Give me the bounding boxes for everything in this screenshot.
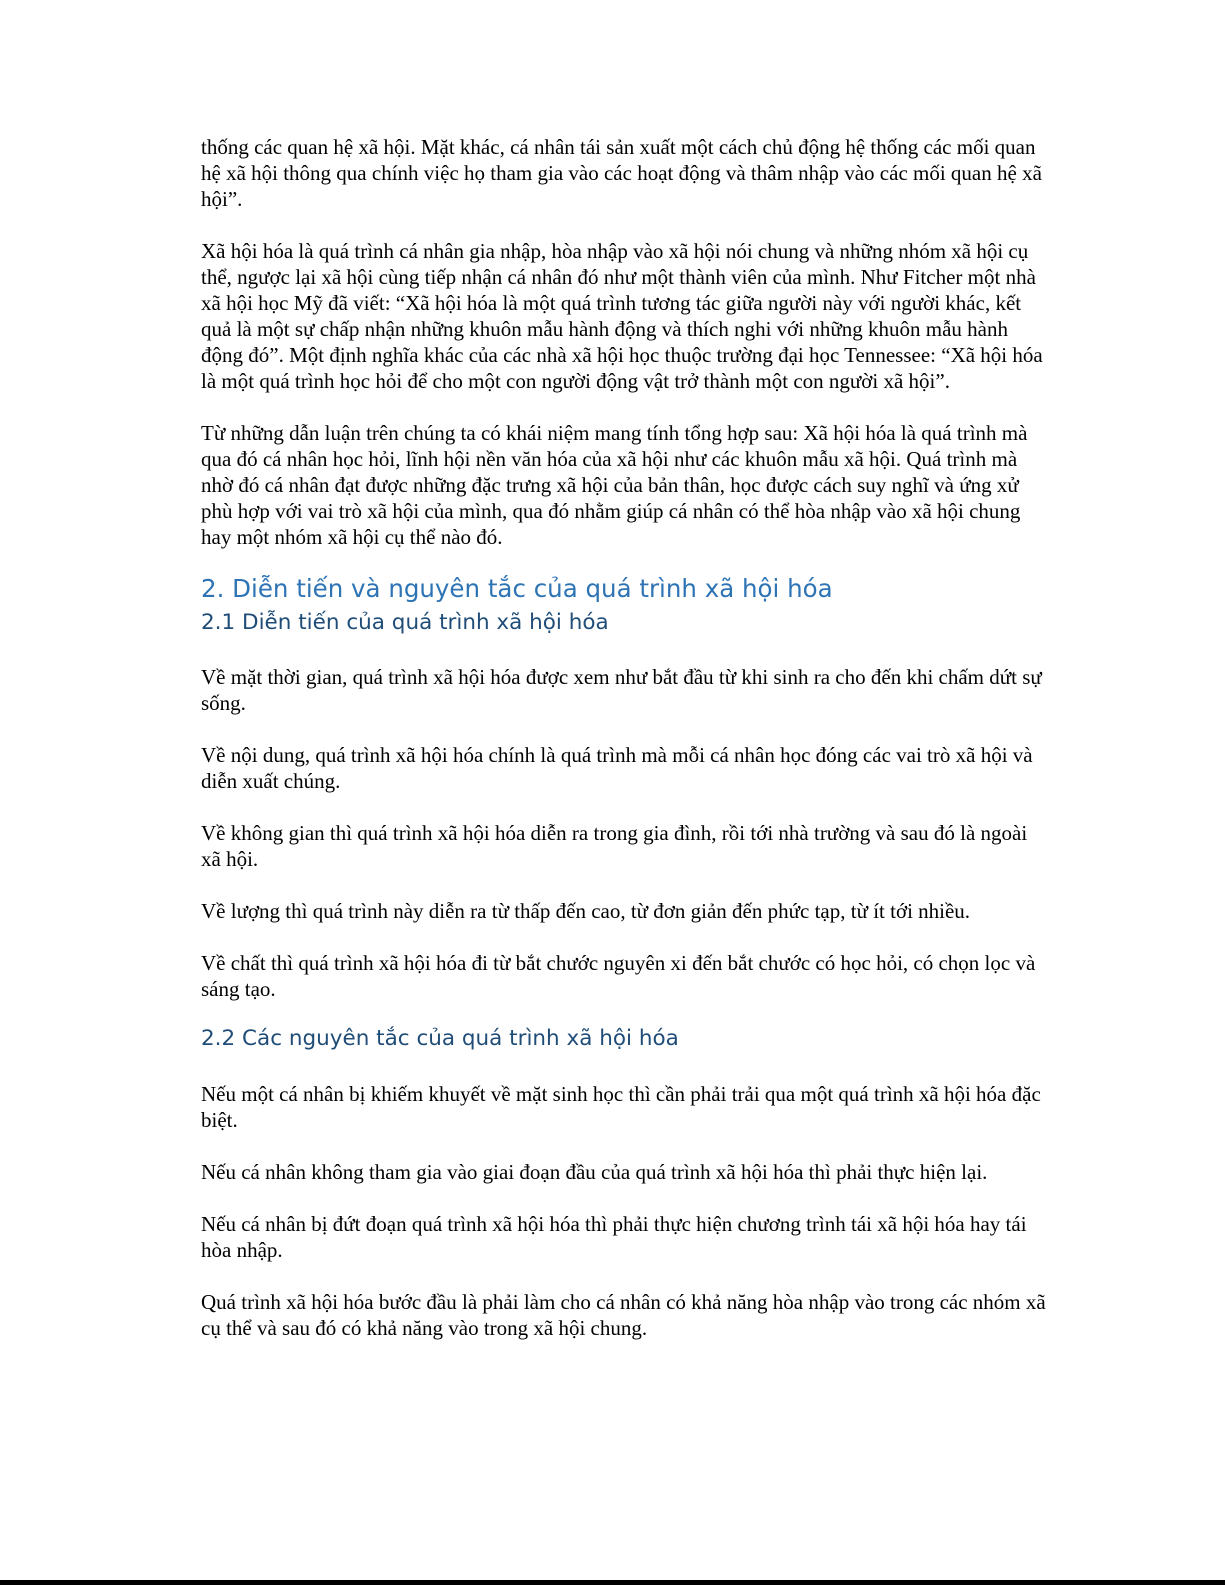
list-item: Nếu cá nhân bị đứt đoạn quá trình xã hội hóa thì phải thực hiện chương trình tái xã hội hóa hay tái hòa nhập.	[201, 1212, 1027, 1262]
section-2-2-heading: 2.2 Các nguyên tắc của quá trình xã hội hóa	[201, 1026, 679, 1051]
list-item: Về mặt thời gian, quá trình xã hội hóa được xem như bắt đầu từ khi sinh ra cho đến khi chấm dứt sự sống.	[201, 665, 1042, 715]
page-bottom-edge	[0, 1580, 1225, 1585]
list-item: Về lượng thì quá trình này diễn ra từ thấp đến cao, từ đơn giản đến phức tạp, từ ít tới nhiều.	[201, 899, 971, 923]
socialization-definition-paragraph: Xã hội hóa là quá trình cá nhân gia nhập, hòa nhập vào xã hội nói chung và những nhóm xã hội cụ thể, ngược lại xã hội cùng tiếp nhận cá nhân đó như một thành viên của mình. Như Fitcher một nhà xã hội học Mỹ đã viết: “Xã hội hóa là một quá trình tương tác giữa người này với người khác, kết quả là một sự chấp nhận những khuôn mẫu hành động và thích nghi với những khuôn mẫu hành động đó”. Một định nghĩa khác của các nhà xã hội học thuộc trường đại học Tennessee: “Xã hội hóa là một quá trình học hỏi để cho một con người động vật trở thành một con người xã hội”.	[201, 239, 1043, 393]
section-2-1-heading: 2.1 Diễn tiến của quá trình xã hội hóa	[201, 610, 609, 635]
list-item: Về không gian thì quá trình xã hội hóa diễn ra trong gia đình, rồi tới nhà trường và sau đó là ngoài xã hội.	[201, 821, 1028, 871]
list-item: Về nội dung, quá trình xã hội hóa chính là quá trình mà mỗi cá nhân học đóng các vai trò xã hội và diễn xuất chúng.	[201, 743, 1033, 793]
document-body	[201, 134, 1046, 1367]
intro-paragraph: thống các quan hệ xã hội. Mặt khác, cá nhân tái sản xuất một cách chủ động hệ thống các mối quan hệ xã hội thông qua chính việc họ tham gia vào các hoạt động và thâm nhập vào các mối quan hệ xã hội”.	[201, 135, 1042, 211]
list-item: Quá trình xã hội hóa bước đầu là phải làm cho cá nhân có khả năng hòa nhập vào trong các nhóm xã cụ thể và sau đó có khả năng vào trong xã hội chung.	[201, 1290, 1046, 1340]
socialization-concept-paragraph: Từ những dẫn luận trên chúng ta có khái niệm mang tính tổng hợp sau: Xã hội hóa là quá trình mà qua đó cá nhân học hỏi, lĩnh hội nền văn hóa của xã hội như các khuôn mẫu xã hội. Quá trình mà nhờ đó cá nhân đạt được những đặc trưng xã hội của bản thân, học được cách suy nghĩ và ứng xử phù hợp với vai trò xã hội của mình, qua đó nhằm giúp cá nhân có thể hòa nhập vào xã hội chung hay một nhóm xã hội cụ thể nào đó.	[201, 421, 1028, 549]
list-item: Nếu một cá nhân bị khiếm khuyết về mặt sinh học thì cần phải trải qua một quá trình xã hội hóa đặc biệt.	[201, 1082, 1041, 1132]
section-2-heading: 2. Diễn tiến và nguyên tắc của quá trình xã hội hóa	[201, 574, 833, 603]
list-item: Nếu cá nhân không tham gia vào giai đoạn đầu của quá trình xã hội hóa thì phải thực hiện lại.	[201, 1160, 988, 1184]
list-item: Về chất thì quá trình xã hội hóa đi từ bắt chước nguyên xi đến bắt chước có học hỏi, có chọn lọc và sáng tạo.	[201, 951, 1036, 1001]
